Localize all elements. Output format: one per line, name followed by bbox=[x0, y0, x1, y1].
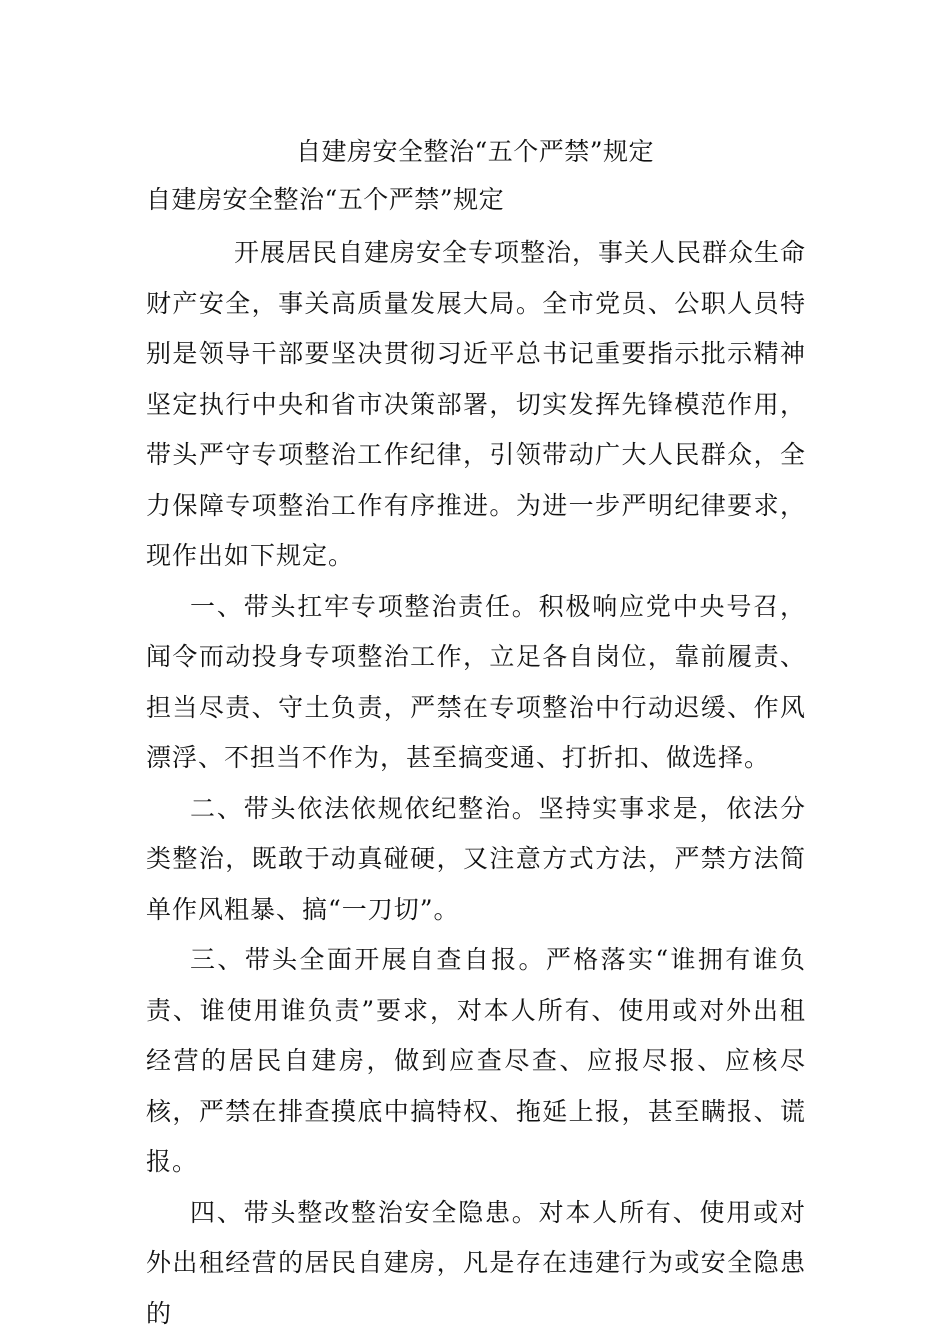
document-body bbox=[146, 228, 806, 1339]
document-title: 自建房安全整治“五个严禁”规定 bbox=[295, 137, 655, 166]
document-subtitle: 自建房安全整治“五个严禁”规定 bbox=[146, 185, 505, 214]
rule-paragraph-1: 一、带头扛牢专项整治责任。积极响应党中央号召，闻令而动投身专项整治工作，立足各自岗位，靠前履责、担当尽责、守土负责，严禁在专项整治中行动迟缓、作风漂浮、不担当不作为，甚至搞变通、打折扣、做选择。 bbox=[146, 591, 806, 772]
rule-paragraph-3: 三、带头全面开展自查自报。严格落实“谁拥有谁负责、谁使用谁负责”要求，对本人所有、使用或对外出租经营的居民自建房，做到应查尽查、应报尽报、应核尽核，严禁在排查摸底中搞特权、拖延上报，甚至瞒报、谎报。 bbox=[146, 945, 806, 1176]
rule-paragraph-2: 二、带头依法依规依纪整治。坚持实事求是，依法分类整治，既敢于动真碰硬，又注意方式方法，严禁方法简单作风粗暴、搞“一刀切”。 bbox=[146, 793, 806, 924]
rule-paragraph-4: 四、带头整改整治安全隐患。对本人所有、使用或对外出租经营的居民自建房，凡是存在违建行为或安全隐患的 bbox=[146, 1197, 806, 1328]
intro-paragraph: 开展居民自建房安全专项整治，事关人民群众生命财产安全，事关高质量发展大局。全市党员、公职人员特别是领导干部要坚决贯彻习近平总书记重要指示批示精神坚定执行中央和省市决策部署，切实发挥先锋模范作用，带头严守专项整治工作纪律，引领带动广大人民群众，全力保障专项整治工作有序推进。为进一步严明纪律要求，现作出如下规定。 bbox=[146, 238, 807, 570]
